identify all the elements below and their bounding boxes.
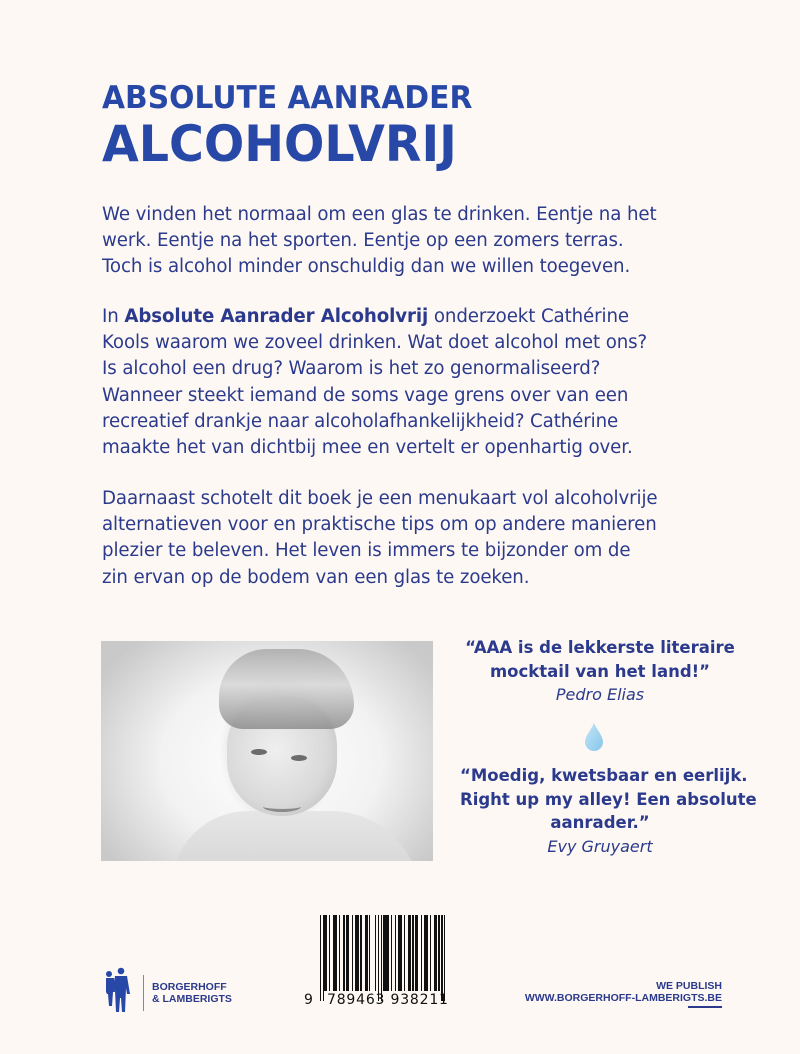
quote-line: “Moedig, kwetsbaar en eerlijk. <box>460 766 748 785</box>
photo-shoulders <box>171 811 421 861</box>
barcode-bars <box>320 915 445 1001</box>
endorsements <box>460 636 757 856</box>
isbn-first-digit: 9 <box>304 992 314 1008</box>
blurb-paragraph-2 <box>102 304 702 461</box>
blurb-line <box>102 304 702 330</box>
blurb-line: maakte het van dichtbij mee en vertelt er openhartig over. <box>102 437 633 459</box>
blurb-line: We vinden het normaal om een glas te drinken. Eentje na het <box>102 204 657 225</box>
logo-line-2: & LAMBERIGTS <box>152 993 232 1005</box>
blurb-line: Kools waarom we zoveel drinken. Wat doet alcohol met ons? <box>102 332 648 354</box>
blurb-line: werk. Eentje na het sporten. Eentje op een zomers terras. <box>102 230 624 252</box>
logo-line-1: BORGERHOFF <box>152 981 227 993</box>
water-drop-icon <box>583 722 605 752</box>
quote-line: mocktail van het land!” <box>489 661 711 681</box>
quote-line: Right up my alley! Een absolute <box>460 789 757 809</box>
title-line-1: ABSOLUTE AANRADER <box>102 80 473 116</box>
blurb-prefix: In <box>102 306 125 327</box>
blurb-suffix: onderzoekt Cathérine <box>428 306 629 327</box>
quote-2 <box>460 764 757 859</box>
blurb-paragraph-3 <box>102 486 702 591</box>
book-title <box>102 80 488 172</box>
walking-figures-icon <box>100 967 140 1015</box>
title-line-2: ALCOHOLVRIJ <box>102 115 457 173</box>
quote-1 <box>460 636 740 707</box>
publisher-logo <box>100 967 250 1013</box>
isbn-barcode <box>300 912 480 1012</box>
publisher-info <box>525 980 722 1004</box>
blurb-line: alternatieven voor en praktische tips om op andere manieren <box>102 514 657 536</box>
blurb-line: plezier te beleven. Het leven is immers te bijzonder om de <box>102 540 631 562</box>
publisher-tagline: WE PUBLISH <box>656 980 722 992</box>
photo-eye-right <box>291 755 307 761</box>
publisher-website[interactable]: WWW.BORGERHOFF-LAMBERIGTS.BE <box>524 992 722 1004</box>
book-title-inline: Absolute Aanrader Alcoholvrij <box>124 306 429 327</box>
author-photo <box>101 641 433 861</box>
underline-divider <box>688 1006 722 1008</box>
quote-author: Pedro Elias <box>555 685 645 704</box>
blurb-line: Toch is alcohol minder onschuldig dan we willen toegeven. <box>102 256 631 278</box>
blurb-line: recreatief drankje naar alcoholafhankelijkheid? Cathérine <box>102 410 619 432</box>
quote-author: Evy Gruyaert <box>547 836 653 856</box>
isbn-digits: 789463 938211 <box>327 992 449 1008</box>
blurb-line: Is alcohol een drug? Waarom is het zo genormaliseerd? <box>102 358 601 380</box>
quote-line: aanrader.” <box>550 813 650 832</box>
logo-wordmark <box>152 981 232 1005</box>
photo-mouth <box>263 801 301 812</box>
blurb-line: Daarnaast schotelt dit boek je een menukaart vol alcoholvrije <box>102 488 658 509</box>
photo-eye-left <box>251 749 267 755</box>
quote-line: “AAA is de lekkerste literaire <box>465 638 735 657</box>
logo-divider <box>143 975 144 1011</box>
quote-text <box>460 764 757 835</box>
blurb-line: zin ervan op de bodem van een glas te zoeken. <box>102 566 530 588</box>
blurb-line: Wanneer steekt iemand de soms vage grens over van een <box>102 384 629 406</box>
photo-hair <box>219 649 354 729</box>
blurb-paragraph-1 <box>102 202 702 281</box>
quote-text <box>460 636 740 683</box>
